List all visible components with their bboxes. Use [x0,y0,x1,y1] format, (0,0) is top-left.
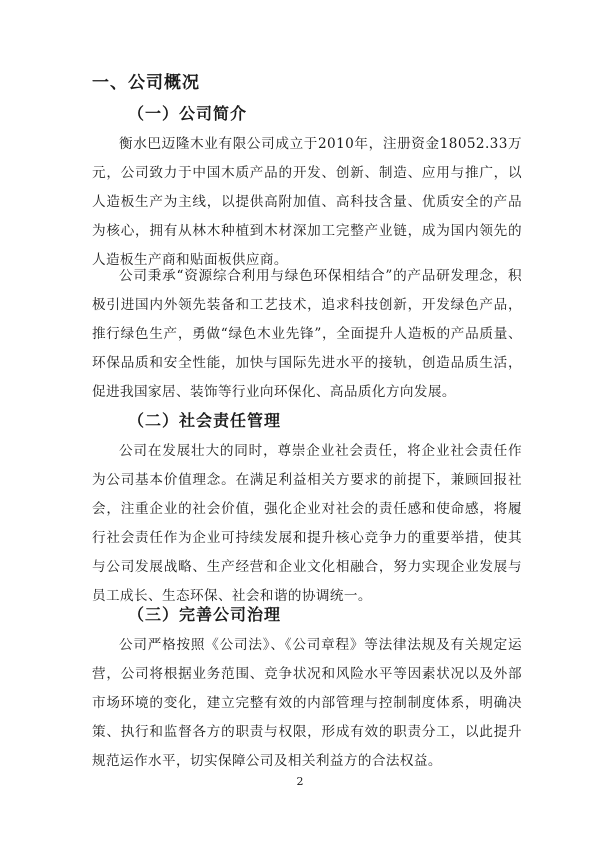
section-heading: 一、公司概况 [92,73,200,93]
paragraph-social-responsibility: 公司在发展壮大的同时，尊崇企业社会责任，将企业社会责任作为公司基本价值理念。在满足利益相关方要求的前提下，兼顾回报社会，注重企业的社会价值，强化企业对社会的责任感和使命感，将履行社会责任作为企业可持续发展和提升核心竞争力的重要举措，使其与公司发展战略、生产经营和企业文化相融合，努力实现企业发展与员工成长、生态环保、社会和谐的协调统一。 [92,443,522,604]
paragraph-company-profile-1: 衡水巴迈隆木业有限公司成立于2010年，注册资金18052.33万元，公司致力于中国木质产品的开发、创新、制造、应用与推广，以人造板生产为主线，以提供高附加值、高科技含量、优质安全的产品为核心，拥有从林木种植到木材深加工完整产业链，成为国内领先的人造板生产商和贴面板供应商。 [92,136,522,268]
paragraph-corporate-governance: 公司严格按照《公司法》、《公司章程》等法律法规及有关规定运营，公司将根据业务范围、竞争状况和风险水平等因素状况以及外部市场环境的变化，建立完整有效的内部管理与控制制度体系，明确决策、执行和监督各方的职责与权限，形成有效的职责分工，以此提升规范运作水平，切实保障公司及相关利益方的合法权益。 [92,637,522,769]
paragraph-company-profile-2: 公司秉承“资源综合利用与绿色环保相结合”的产品研发理念，积极引进国内外领先装备和工艺技术，追求科技创新，开发绿色产品，推行绿色生产，勇做“绿色木业先锋”，全面提升人造板的产品质量、环保品质和安全性能，加快与国际先进水平的接轨，创造品质生活，促进我国家居、装饰等行业向环保化、高品质化方向发展。 [92,268,522,400]
page-number: 2 [296,775,304,788]
subsection-heading-social-responsibility: （二）社会责任管理 [128,411,282,430]
subsection-heading-company-profile: （一）公司简介 [128,104,248,123]
subsection-heading-corporate-governance: （三）完善公司治理 [128,605,282,624]
